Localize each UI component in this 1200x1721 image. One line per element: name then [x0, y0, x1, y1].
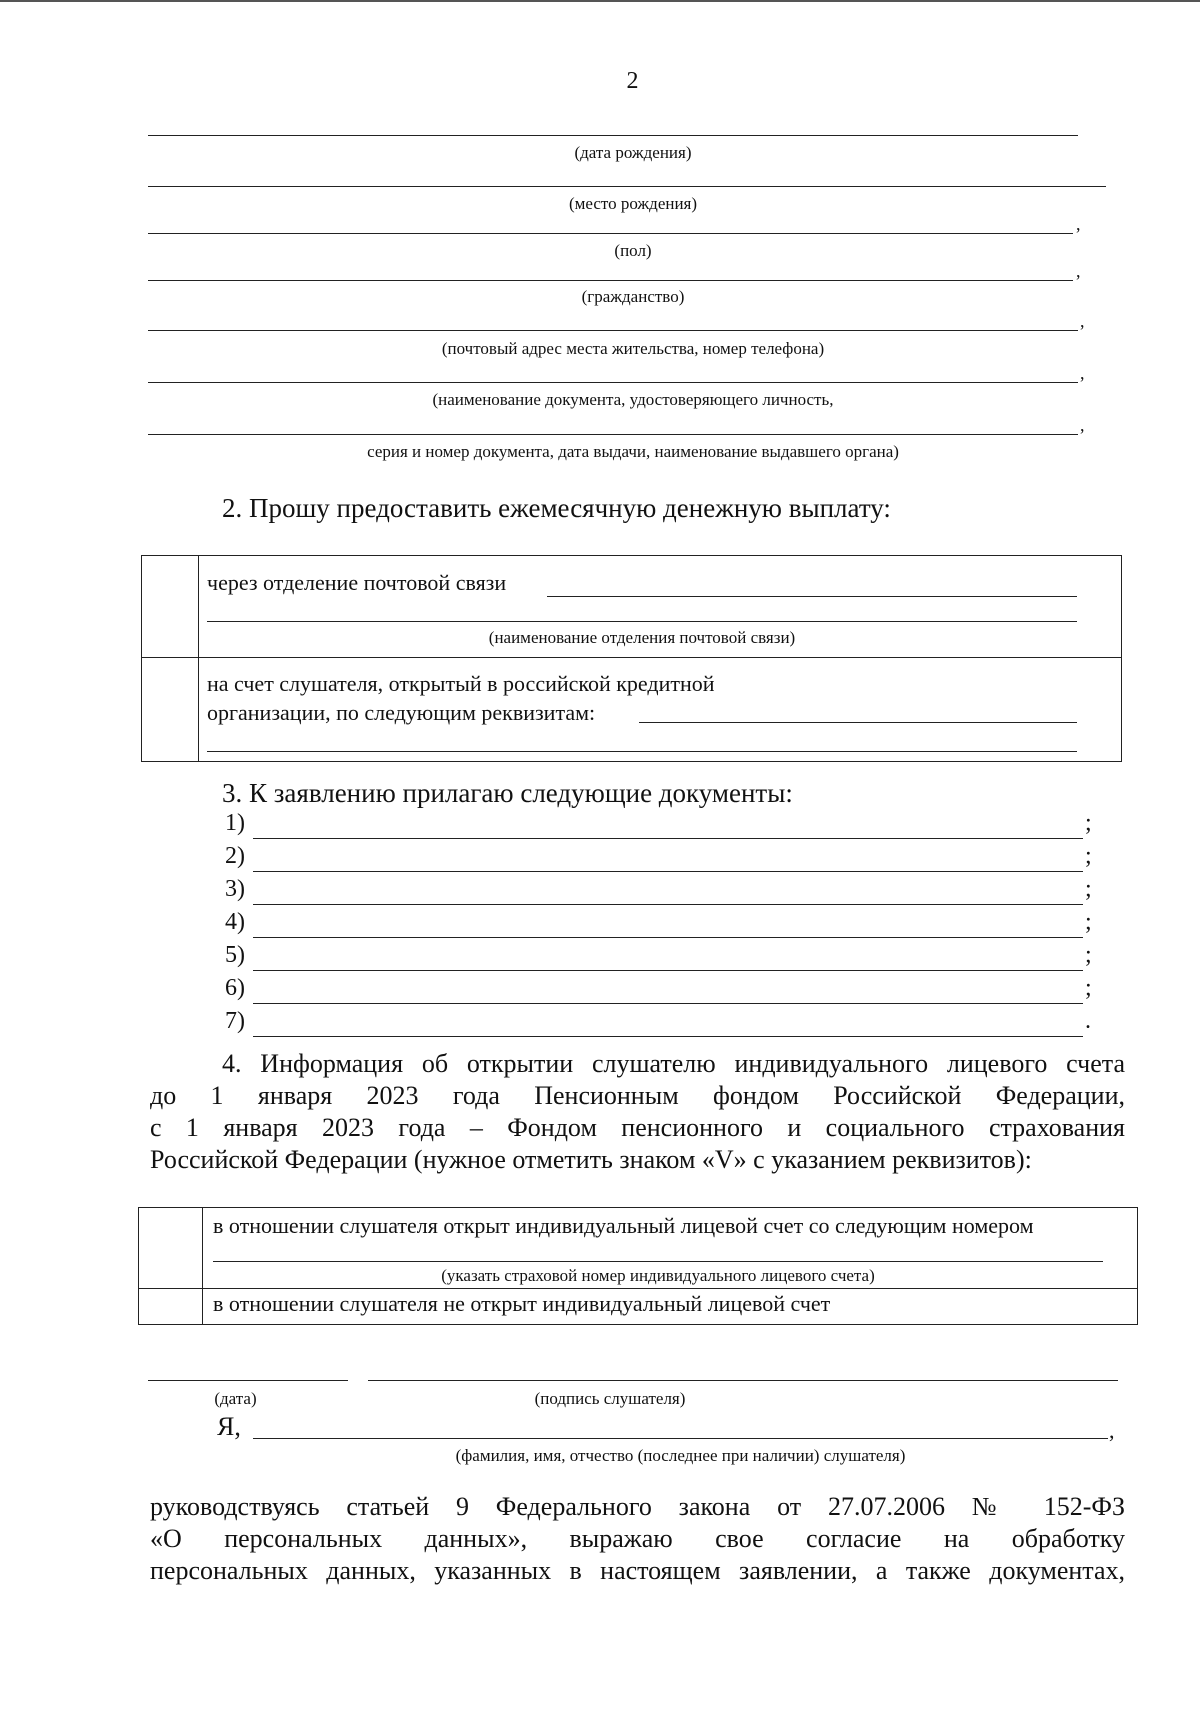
signature-caption: (подпись слушателя) — [534, 1389, 686, 1408]
address-comma: , — [1080, 311, 1085, 331]
id-document-caption: (наименование документа, удостоверяющего личность, — [432, 390, 834, 409]
id-document-comma: , — [1080, 363, 1085, 383]
consent-line-2: «О персональных данных», выражаю свое согласие на обработку — [150, 1524, 1125, 1553]
fio-caption: (фамилия, имя, отчество (последнее при наличии) слушателя) — [455, 1446, 906, 1465]
document-item-number: 4) — [225, 909, 245, 935]
sex-caption: (пол) — [614, 241, 652, 260]
account-not-opened-label: в отношении слушателя не открыт индивидуальный лицевой счет — [213, 1291, 831, 1316]
section4-line-2: до 1 января 2023 года Пенсионным фондом Российской Федерации, — [150, 1081, 1125, 1110]
document-item-separator: ; — [1085, 810, 1092, 836]
document-item-number: 2) — [225, 843, 245, 869]
consent-line-1: руководствуясь статьей 9 Федерального закона от 27.07.2006 № 152-ФЗ — [150, 1492, 1125, 1521]
document-item-number: 1) — [225, 810, 245, 836]
section4-paragraph — [150, 1048, 1125, 1176]
document-item-line[interactable] — [253, 838, 1083, 839]
signature-line[interactable] — [368, 1380, 1118, 1381]
post-office-option-label: через отделение почтовой связи — [207, 570, 507, 595]
post-office-checkbox[interactable] — [142, 556, 198, 657]
id-details-line[interactable] — [148, 434, 1078, 435]
document-item-line[interactable] — [253, 970, 1083, 971]
account-opened-checkbox[interactable] — [139, 1208, 202, 1288]
document-item-number: 6) — [225, 975, 245, 1001]
birth-place-caption: (место рождения) — [568, 194, 698, 213]
id-details-caption: серия и номер документа, дата выдачи, наименование выдавшего органа) — [367, 442, 899, 461]
document-item-separator: ; — [1085, 942, 1092, 968]
document-item-separator: ; — [1085, 975, 1092, 1001]
document-item-separator: ; — [1085, 876, 1092, 902]
birth-date-line[interactable] — [148, 135, 1078, 136]
document-item-number: 3) — [225, 876, 245, 902]
fio-comma: , — [1109, 1418, 1115, 1443]
document-item-line[interactable] — [253, 937, 1083, 938]
payment-checkbox-column — [198, 556, 199, 761]
fio-line[interactable] — [253, 1438, 1108, 1439]
document-item-separator: ; — [1085, 843, 1092, 869]
document-item-number: 7) — [225, 1008, 245, 1034]
account-row-divider — [139, 1288, 1137, 1289]
post-office-caption: (наименование отделения почтовой связи) — [488, 628, 796, 647]
scan-top-edge — [0, 0, 1200, 2]
id-document-line[interactable] — [148, 382, 1078, 383]
bank-account-line-2[interactable] — [207, 751, 1077, 752]
date-caption: (дата) — [214, 1389, 257, 1408]
post-office-line-2[interactable] — [207, 621, 1077, 622]
section2-heading: 2. Прошу предоставить ежемесячную денежную выплату: — [222, 493, 891, 523]
post-office-line-1[interactable] — [547, 596, 1077, 597]
account-number-line[interactable] — [213, 1261, 1103, 1262]
payment-method-table — [141, 555, 1122, 762]
section4-line-3: с 1 января 2023 года – Фондом пенсионного и социального страхования — [150, 1113, 1125, 1142]
bank-account-line-1[interactable] — [639, 722, 1077, 723]
account-not-opened-checkbox[interactable] — [139, 1288, 202, 1324]
bank-account-checkbox[interactable] — [142, 657, 198, 761]
section4-line-4: Российской Федерации (нужное отметить знаком «V» с указанием реквизитов): — [150, 1145, 1032, 1174]
document-item-number: 5) — [225, 942, 245, 968]
bank-account-option-label-2: организации, по следующим реквизитам: — [207, 700, 596, 725]
consent-line-3: персональных данных, указанных в настоящем заявлении, а также документах, — [150, 1556, 1125, 1585]
citizenship-caption: (гражданство) — [581, 287, 685, 306]
date-line[interactable] — [148, 1380, 348, 1381]
personal-account-table — [138, 1207, 1138, 1325]
consent-paragraph — [150, 1491, 1125, 1587]
document-item-separator: . — [1085, 1008, 1091, 1034]
account-opened-label: в отношении слушателя открыт индивидуальный лицевой счет со следующим номером — [213, 1213, 1034, 1238]
page-number: 2 — [626, 68, 639, 94]
citizenship-line[interactable] — [148, 280, 1073, 281]
account-checkbox-column — [202, 1208, 203, 1324]
account-number-caption: (указать страховой номер индивидуального лицевого счета) — [441, 1266, 875, 1285]
document-item-separator: ; — [1085, 909, 1092, 935]
section3-heading: 3. К заявлению прилагаю следующие документы: — [222, 778, 793, 808]
document-item-line[interactable] — [253, 871, 1083, 872]
id-details-comma: , — [1080, 415, 1085, 435]
birth-place-line[interactable] — [148, 186, 1106, 187]
document-item-line[interactable] — [253, 1036, 1083, 1037]
document-item-line[interactable] — [253, 1003, 1083, 1004]
bank-account-option-label-1: на счет слушателя, открытый в российской кредитной — [207, 671, 715, 696]
sex-comma: , — [1076, 214, 1081, 234]
sex-line[interactable] — [148, 233, 1073, 234]
document-item-line[interactable] — [253, 904, 1083, 905]
birth-date-caption: (дата рождения) — [574, 143, 692, 162]
section4-line-1: 4. Информация об открытии слушателю индивидуального лицевого счета — [222, 1049, 1125, 1078]
citizenship-comma: , — [1076, 261, 1081, 281]
ya-label: Я, — [217, 1412, 241, 1441]
address-caption: (почтовый адрес места жительства, номер телефона) — [441, 339, 825, 358]
payment-row-divider — [142, 657, 1121, 658]
address-line[interactable] — [148, 330, 1078, 331]
